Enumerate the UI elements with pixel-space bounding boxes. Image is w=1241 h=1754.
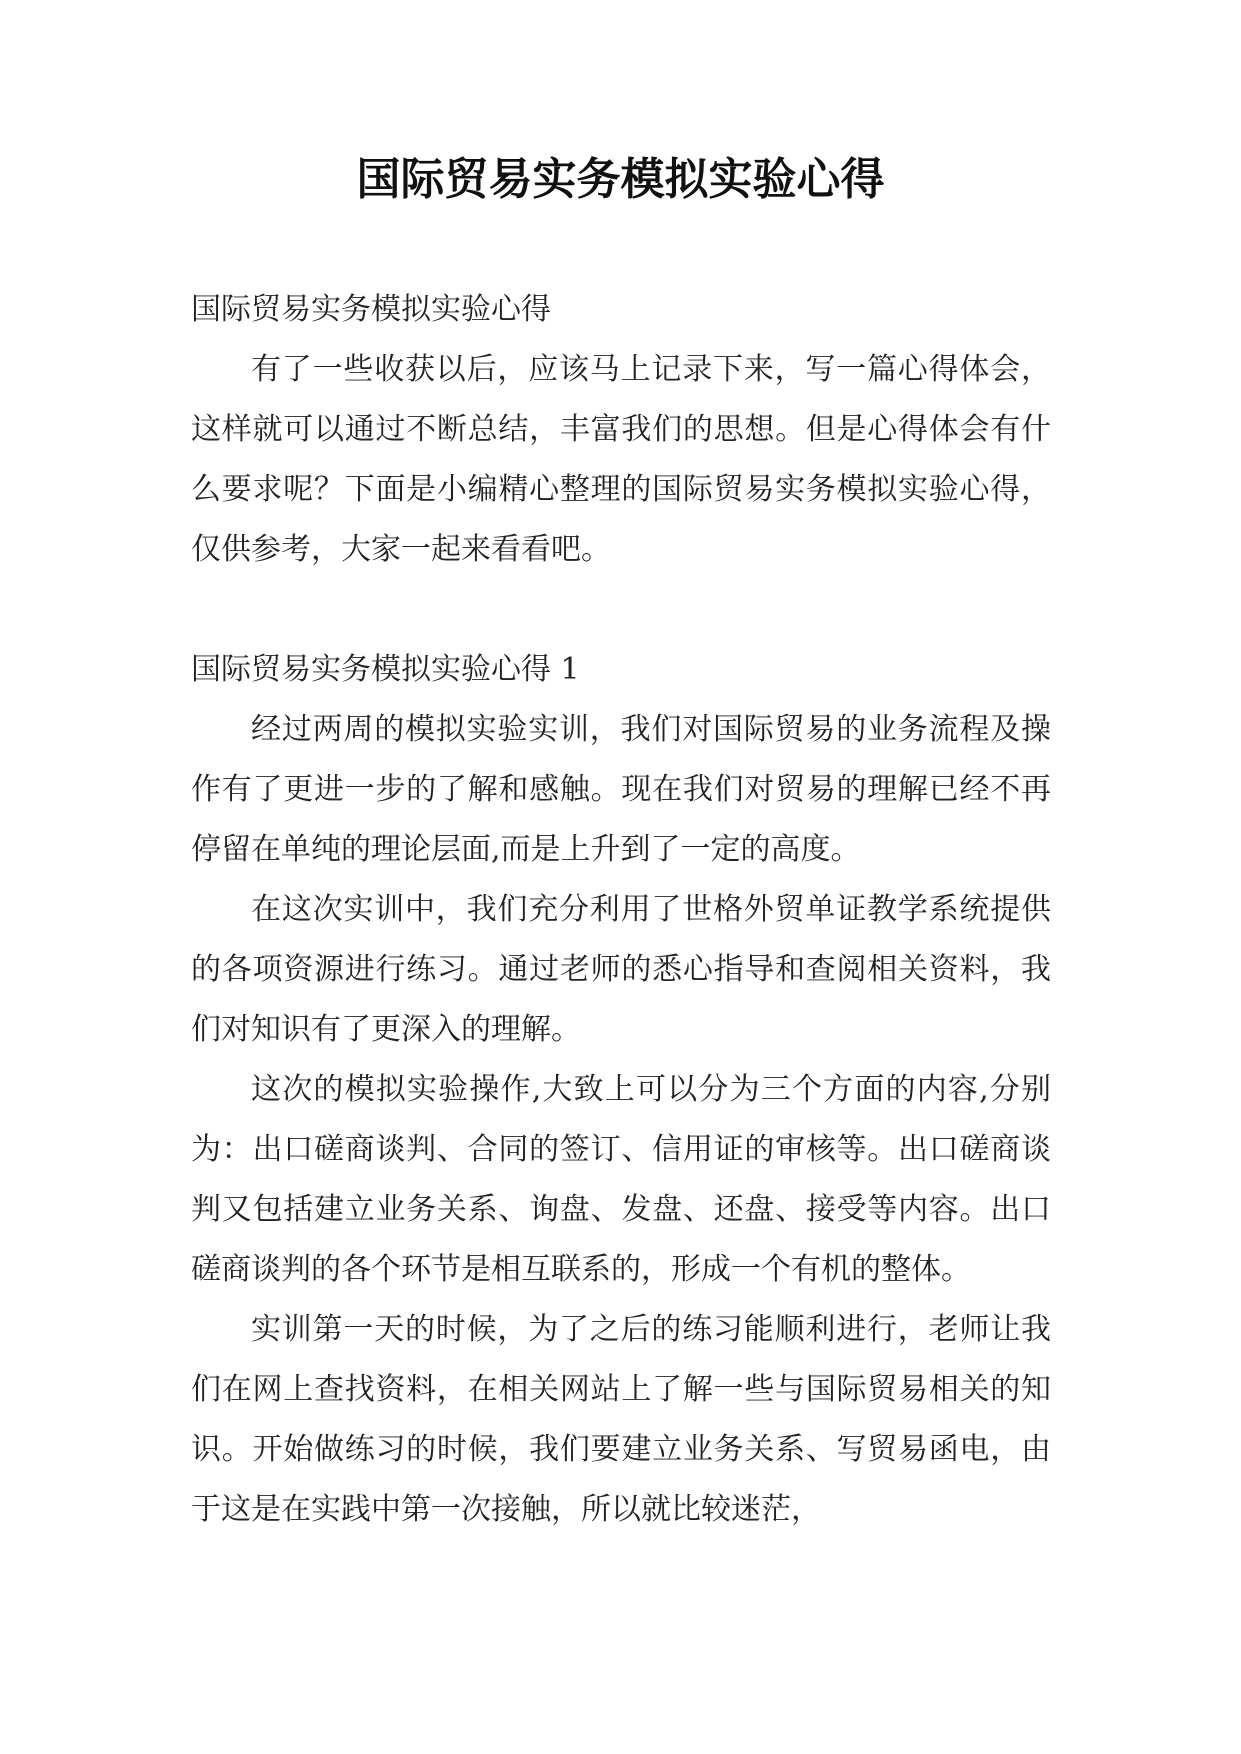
- section1-paragraph-1: 经过两周的模拟实验实训，我们对国际贸易的业务流程及操作有了更进一步的了解和感触。现在我们对贸易的理解已经不再停留在单纯的理论层面,而是上升到了一定的高度。: [191, 712, 1051, 867]
- section-spacer: [191, 580, 1051, 640]
- intro-paragraph: 有了一些收获以后，应该马上记录下来，写一篇心得体会，这样就可以通过不断总结，丰富我们的思想。但是心得体会有什么要求呢？下面是小编精心整理的国际贸易实务模拟实验心得，仅供参考，大家一起来看看吧。: [191, 352, 1051, 567]
- section1-paragraph-3: 这次的模拟实验操作,大致上可以分为三个方面的内容,分别为：出口磋商谈判、合同的签订、信用证的审核等。出口磋商谈判又包括建立业务关系、询盘、发盘、还盘、接受等内容。出口磋商谈判的各个环节是相互联系的，形成一个有机的整体。: [191, 1072, 1051, 1287]
- document-title: 国际贸易实务模拟实验心得: [356, 154, 885, 205]
- section1-paragraph-2: 在这次实训中，我们充分利用了世格外贸单证教学系统提供的各项资源进行练习。通过老师的悉心指导和查阅相关资料，我们对知识有了更深入的理解。: [191, 892, 1051, 1047]
- section1-heading: 国际贸易实务模拟实验心得 1: [191, 652, 580, 687]
- section1-paragraph-4: 实训第一天的时候，为了之后的练习能顺利进行，老师让我们在网上查找资料，在相关网站上了解一些与国际贸易相关的知识。开始做练习的时候，我们要建立业务关系、写贸易函电，由于这是在实践中第一次接触，所以就比较迷茫，: [191, 1312, 1051, 1527]
- intro-heading: 国际贸易实务模拟实验心得: [191, 292, 551, 327]
- document-body: [191, 280, 1051, 1540]
